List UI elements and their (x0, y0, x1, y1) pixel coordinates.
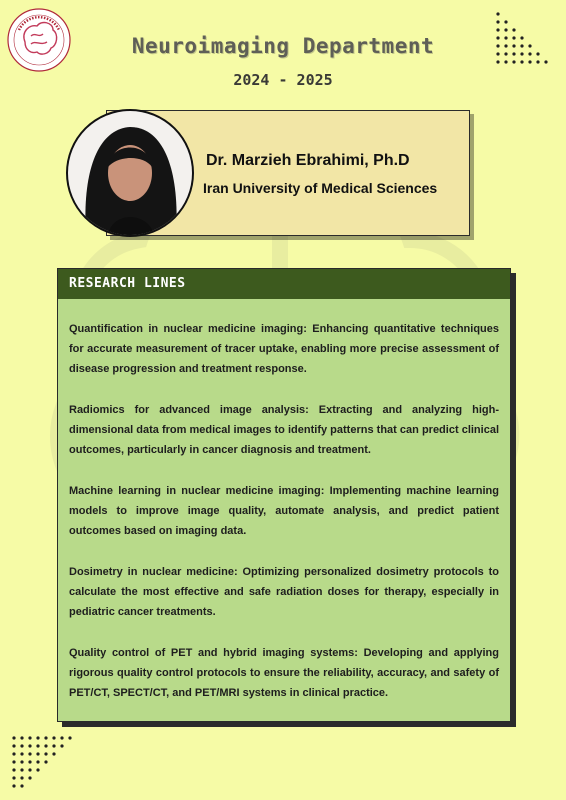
academic-year: 2024 - 2025 (233, 71, 333, 89)
page-title: Neuroimaging Department (131, 34, 435, 58)
person-photo-icon (68, 111, 192, 235)
person-name: Dr. Marzieh Ebrahimi, Ph.D (206, 152, 410, 169)
research-lines-heading: RESEARCH LINES (58, 269, 510, 299)
affiliation: Iran University of Medical Sciences (203, 180, 438, 196)
avatar (66, 109, 194, 237)
research-lines-panel (57, 268, 511, 722)
dot-pattern-icon (6, 734, 76, 794)
research-list (58, 299, 510, 703)
research-item: Dosimetry in nuclear medicine: Optimizing personalized dosimetry protocols to calculate the most effective and safe radiation doses for therapy, especially in pediatric cancer treatments. (69, 566, 499, 618)
research-item: Quality control of PET and hybrid imaging systems: Developing and applying rigorous quality control protocols to ensure the reliability, accuracy, and safety of PET/CT, SPECT/CT, and PET/MRI systems in clinical practice. (69, 647, 499, 699)
research-item: Radiomics for advanced image analysis: Extracting and analyzing high-dimensional data from medical images to identify patterns that can predict clinical outcomes, particularly in cancer diagnosis and treatment. (69, 404, 499, 456)
research-item: Machine learning in nuclear medicine imaging: Implementing machine learning models to improve image quality, automate analysis, and predict patient outcomes based on imaging data. (69, 485, 499, 537)
research-item: Quantification in nuclear medicine imaging: Enhancing quantitative techniques for accurate measurement of tracer uptake, enabling more precise assessment of disease progression and treatment response. (69, 323, 499, 375)
